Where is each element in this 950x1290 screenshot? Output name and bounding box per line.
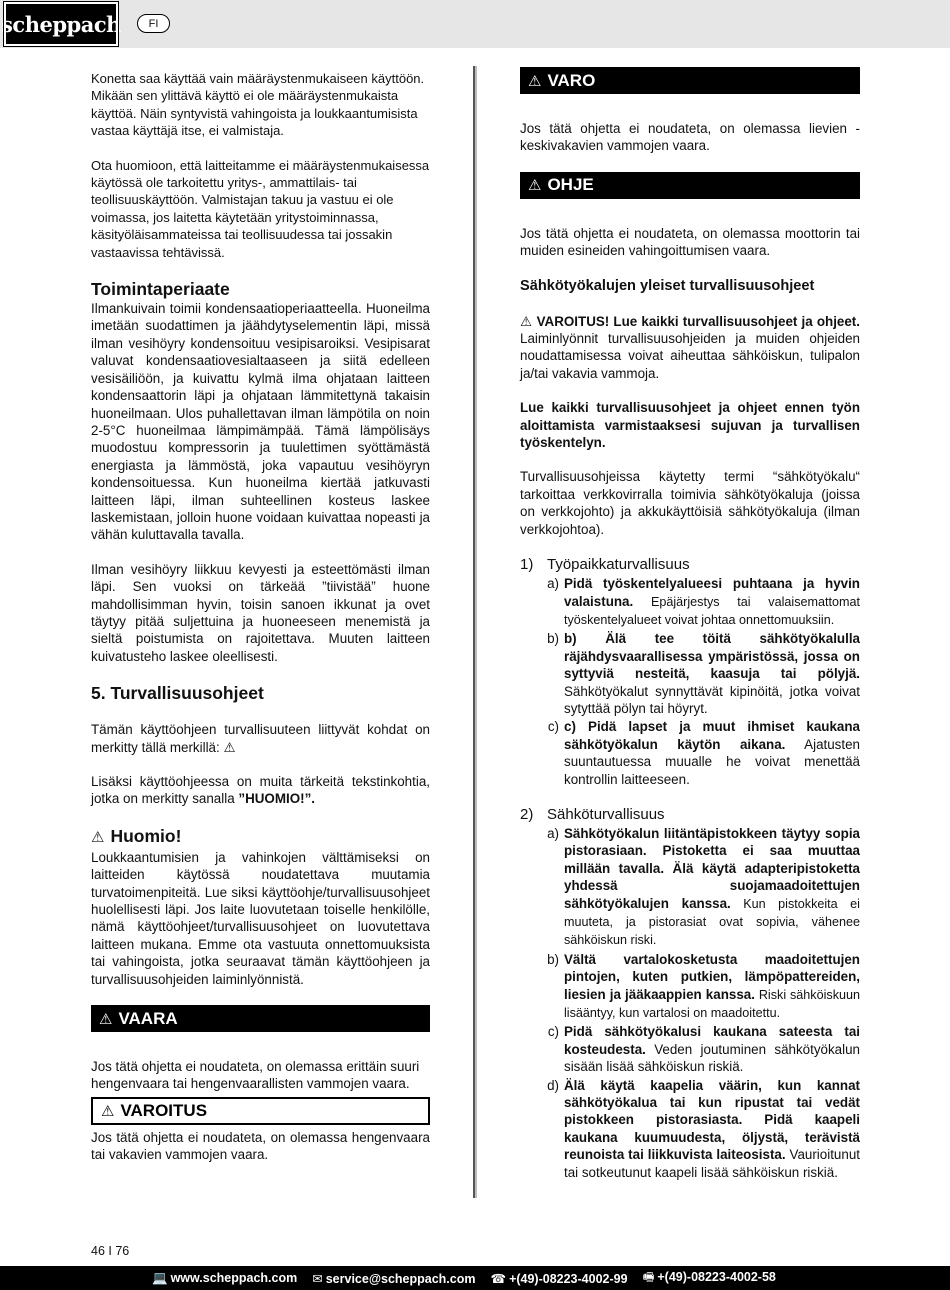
scheppach-logo: scheppach [4, 2, 118, 46]
attention-paragraph: Loukkaantumisien ja vahinkojen välttämiseksi on laitteiden käytössä noudatettava muutamia turvatoimenpiteitä. Lue siksi käyttöohje/turvallisuusohjeet huolellisesti läpi. Jos laite luovutetaan toiselle henkilölle, nämä käyttöohjeet/turvallisuusohjeet on luovutettava laitteen mukana. Emme ota vastuuta onnettomuuksista tai vahingoista, jotka seuraavat tämän käyttöohjeen ja turvallisuusohjeiden laiminlyönnistä. [91, 849, 430, 987]
mail-icon: ✉ [312, 1271, 323, 1286]
item-bold: Älä käytä kaapelia väärin, kun kannat sähkötyökalua tai kun ripustat tai vedät pistokkeen pistorasiasta. Pidä kaapeli kaukana kuumuudesta, öljystä, terävistä reunoista tai liikkuvista laiteosista. [564, 1077, 860, 1163]
footer-fax [643, 1268, 776, 1289]
footer-email[interactable] [312, 1271, 475, 1286]
item-label: d) [547, 1077, 559, 1093]
footer-fax-text: +(49)-08223-4002-58 [657, 1269, 776, 1284]
item-rest: Vaurioitunut tai sotkeutunut kaapeli lisää sähköiskun riskiä. [564, 1147, 860, 1180]
intended-use-paragraph: Konetta saa käyttää vain määräystenmukaiseen käyttöön. Mikään sen ylittävä käyttö ei ole määräystenmukaista käyttöä. Näin syntyvistä vahingoista ja loukkaantumisista vastaa käyttäjä itse, ei valmistaja. [91, 71, 425, 139]
banner-warning [91, 1097, 430, 1125]
item-rest: Epäjärjestys tai valaisemattomat työskentelyalueet voivat johtaa onnettomuuksiin. [564, 594, 860, 627]
heading-principle: Toimintaperiaate [91, 279, 230, 300]
warning-triangle-icon: ⚠ [101, 1102, 115, 1120]
fax-icon: 🖷 [642, 1269, 655, 1284]
item-bold: Sähkötyökalun liitäntäpistokkeen täytyy sopia pistorasiaan. Pistoketta ei saa muuttaa millään tavalla. Älä käytä adapteripistoketta yhdessä suojamaadoitettujen sähkötyökalujen kanssa. [564, 825, 860, 911]
item-bold: Pidä sähkötyökalusi kaukana sateesta tai kosteudesta. [564, 1024, 860, 1057]
computer-icon: 💻 [152, 1270, 168, 1285]
section-electrical-heading [520, 805, 860, 824]
footer-phone-text: +(49)-08223-4002-99 [509, 1271, 628, 1286]
banner-warning-label: VAROITUS [120, 1100, 208, 1120]
read-all-rest: Laiminlyönnit turvallisuusohjeiden ja muiden ohjeiden noudattamisessa voivat aiheuttaa sähköiskun, tulipalon ja/tai vakavia vammoja. [520, 331, 860, 381]
section-title: Työpaikkaturvallisuus [547, 556, 690, 574]
item-rest: Riski sähköiskuun lisääntyy, kun vartalosi on maadoitettu. [564, 987, 861, 1021]
principle-paragraph: Ilmankuivain toimii kondensaatioperiaatteella. Huoneilma imetään suodattimen ja jäähdytyselementin läpi, missä ilman vesihöyry kondensoituu vesipisaroiksi. Vesipisarat valuvat kondensaatiovesialtaaseen ja siitä edelleen vesisäiliöön, ja kuivattu kylmä ilma ohjataan laitteen kondensaattorin läpi ja ohjataan lämmitettynä takaisin huoneilmaan. Ulos puhallettavan ilman lämpötila on noin 2-5°C huoneilmaa lämpimämpää. Tämä lämpölisäys muodostuu kompressorin ja tuulettimen syöttämästä energiasta ja lämmöstä, joka vapautuu vesihöyryn kondensoituessa. Kun huoneilma kiertää jatkuvasti laitteen läpi, ilman suhteellinen kosteus laskee laskemistaan, jolloin huone voidaan kuivattaa nopeasti ja vähän kuluttavalla tavalla. [91, 301, 430, 543]
phone-icon: ☎ [490, 1271, 507, 1286]
section-title: Sähköturvallisuus [547, 805, 665, 823]
footer-phone [490, 1271, 627, 1286]
item-bold: Pidä työskentelyalueesi puhtaana ja hyvin valaistuna. [564, 576, 860, 609]
attention-word-paragraph [91, 773, 430, 808]
section-workplace-heading [520, 555, 860, 574]
list-item [520, 575, 860, 629]
warning-triangle-icon: ⚠ [91, 828, 105, 846]
left-column [91, 70, 430, 1164]
caution-paragraph: Jos tätä ohjetta ei noudateta, on olemassa lievien - keskivakavien vammojen vaara. [520, 121, 860, 154]
read-all-bold: VAROITUS! Lue kaikki turvallisuusohjeet ja ohjeet. [536, 313, 860, 329]
heading-attention [91, 825, 430, 849]
column-divider [473, 66, 477, 1198]
symbol-text: Tämän käyttöohjeen turvallisuuteen liittyvät kohdat on merkitty tällä merkillä: [91, 722, 430, 755]
item-bold: c) Pidä lapset ja muut ihmiset kaukana sähkötyökalun käytön aikana. [564, 719, 860, 752]
banner-caution-label: VARO [547, 70, 596, 90]
item-rest: Ajatusten suuntautuessa muualle he voivat menettää kontrollin laitteeseen. [564, 736, 860, 787]
footer-bar [0, 1266, 950, 1290]
language-badge: FI [137, 14, 170, 33]
item-label: c) [547, 1024, 559, 1040]
warning-triangle-icon: ⚠ [520, 313, 537, 329]
item-label: a) [547, 825, 559, 841]
attention-word: ”HUOMIO!”. [238, 791, 315, 807]
banner-note [520, 172, 860, 199]
list-item [520, 1023, 860, 1075]
section-number: 2) [520, 805, 534, 823]
attention-word-text: Lisäksi käyttöohjeessa on muita tärkeitä tekstinkohtia, jotka on merkitty sanalla [91, 774, 430, 807]
item-rest: Veden joutuminen sähkötyökalun sisään lisää sähköiskun riskiä. [564, 1041, 860, 1075]
list-item [520, 951, 860, 1023]
warning-triangle-icon: ⚠ [99, 1010, 113, 1028]
warning-triangle-icon: ⚠ [223, 739, 236, 755]
item-label: c) [547, 719, 559, 735]
banner-danger-label: VAARA [118, 1008, 178, 1028]
footer-web-text: www.scheppach.com [170, 1270, 298, 1285]
warning-triangle-icon: ⚠ [528, 177, 542, 195]
warning-triangle-icon: ⚠ [528, 72, 542, 90]
term-paragraph: Turvallisuusohjeissa käytetty termi “sähkötyökalu“ tarkoittaa verkkovirralla toimivia sähkötyökaluja (joissa on verkkojohto) ja akkukäyttöisiä sähkötyökaluja (ilman verkkojohtoa). [520, 469, 860, 537]
item-bold: b) Älä tee töitä sähkötyökalulla räjähdysvaarallisessa ympäristössä, jossa on syttyviä nesteitä, kaasuja tai pölyjä. [564, 631, 860, 682]
note-paragraph: Jos tätä ohjetta ei noudateta, on olemassa moottorin tai muiden esineiden vahingoittumisen vaara. [520, 225, 860, 259]
footer-web[interactable] [152, 1271, 297, 1286]
footer-email-text: service@scheppach.com [325, 1271, 476, 1286]
vapour-paragraph: Ilman vesihöyry liikkuu kevyesti ja esteettömästi ilman läpi. Sen vuoksi on tärkeää ”tiivistää” huone mahdollisimman hyvin, toisin sanoen ikkunat ja ovet täytyy pitää suljettuina ja huoneeseen menemistä ja sieltä poistumista on rajoitettava. Muuten laitteen kuivatusteho laskee oleellisesti. [91, 561, 430, 664]
heading-safety: 5. Turvallisuusohjeet [91, 683, 264, 704]
danger-paragraph: Jos tätä ohjetta ei noudateta, on olemassa erittäin suuri hengenvaara tai hengenvaarallisten vammojen vaara. [91, 1059, 420, 1092]
attention-title: Huomio! [110, 825, 182, 846]
banner-note-label: OHJE [547, 175, 594, 195]
right-column [520, 67, 860, 1181]
section-number: 1) [520, 556, 534, 574]
item-label: b) [547, 951, 559, 967]
list-item [520, 825, 860, 950]
warning-paragraph: Jos tätä ohjetta ei noudateta, on olemassa hengenvaara tai vakavien vammojen vaara. [91, 1129, 430, 1163]
list-item [520, 630, 860, 717]
commercial-use-paragraph: Ota huomioon, että laitteitamme ei määräystenmukaisessa käytössä ole tarkoitettu yritys-, ammattilais- tai teollisuuskäyttöön. Valmistajan takuu ja vastuu ei ole voimassa, jos laitetta käytetään yritystoiminnassa, käsityöläisammateissa tai teollisuudessa tai jossakin vastaavissa tehtävissä. [91, 157, 430, 260]
banner-caution [520, 67, 860, 94]
banner-danger [91, 1005, 430, 1032]
item-bold: Vältä vartalokosketusta maadoitettujen pintojen, kuten putkien, lämpöpattereiden, liesien ja jääkaappien kanssa. [564, 951, 860, 1002]
item-rest: Kun pistokkeita ei muuteta, ja pistorasiat ovat sopivia, vähenee sähköiskun riski. [564, 896, 860, 948]
item-rest: Sähkötyökalut synnyttävät kipinöitä, jotka voivat sytyttää pölyn tai höyryt. [564, 683, 860, 716]
heading-general-safety: Sähkötyökalujen yleiset turvallisuusohjeet [520, 277, 815, 294]
list-item [520, 718, 860, 788]
symbol-paragraph [91, 721, 430, 756]
before-work-paragraph: Lue kaikki turvallisuusohjeet ja ohjeet ennen työn aloittamista varmistaaksesi sujuvan ja turvallisen työskentelyn. [520, 400, 860, 451]
page-number: 46 I 76 [91, 1244, 130, 1258]
item-label: b) [547, 631, 559, 647]
item-label: a) [547, 576, 559, 592]
read-all-paragraph [520, 313, 860, 383]
list-item [520, 1077, 860, 1181]
